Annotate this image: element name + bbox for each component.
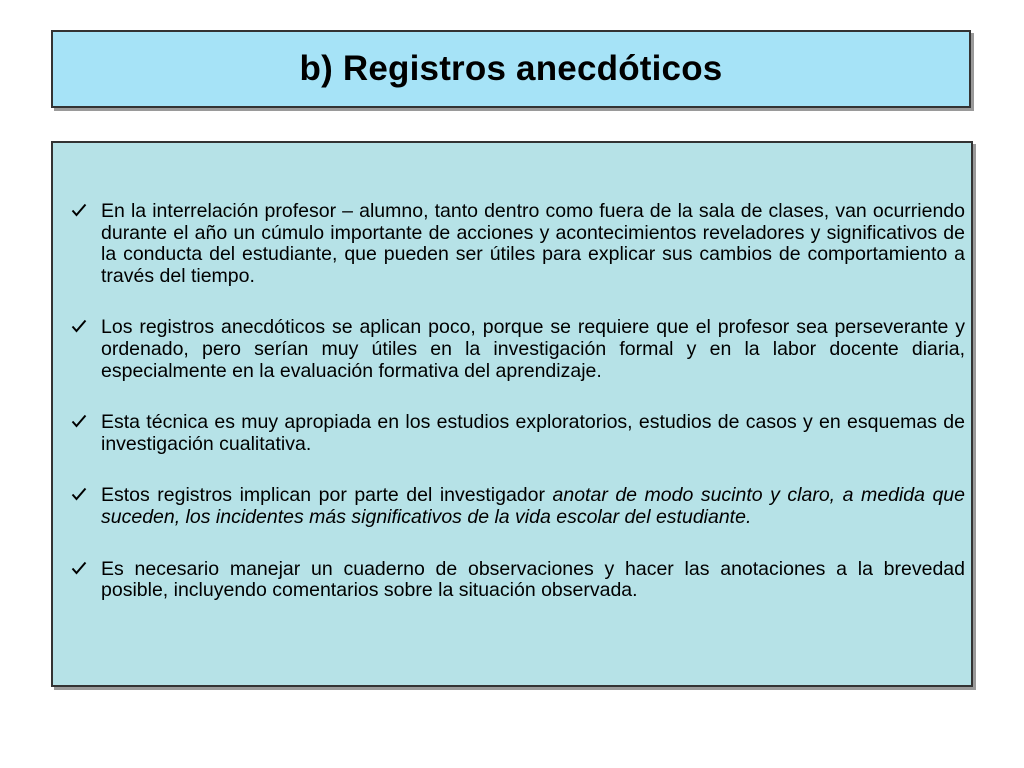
checkmark-icon bbox=[71, 485, 101, 508]
checkmark-icon bbox=[71, 201, 101, 224]
bullet-list bbox=[71, 201, 965, 632]
bullet-item bbox=[71, 201, 965, 287]
bullet-item bbox=[71, 412, 965, 455]
bullet-text: Los registros anecdóticos se aplican poco, porque se requiere que el profesor sea perseverante y ordenado, pero serían muy útiles en la investigación formal y en la labor docente diaria, especialmente en la evaluación formativa del aprendizaje. bbox=[101, 316, 965, 382]
bullet-item bbox=[71, 485, 965, 528]
checkmark-icon bbox=[71, 317, 101, 340]
title-box bbox=[51, 30, 971, 108]
bullet-text-italic: anotar de modo sucinto y claro, a medida que suceden, los incidentes más significativos de la vida escolar del estudiante. bbox=[101, 484, 965, 528]
checkmark-icon bbox=[71, 559, 101, 582]
checkmark-icon bbox=[71, 412, 101, 435]
bullet-item bbox=[71, 559, 965, 602]
slide-title: b) Registros anecdóticos bbox=[299, 49, 723, 88]
bullet-text bbox=[101, 485, 965, 528]
bullet-text: Esta técnica es muy apropiada en los estudios exploratorios, estudios de casos y en esquemas de investigación cualitativa. bbox=[101, 411, 965, 455]
bullet-text-plain: Estos registros implican por parte del investigador bbox=[101, 484, 553, 507]
bullet-text: En la interrelación profesor – alumno, tanto dentro como fuera de la sala de clases, van ocurriendo durante el año un cúmulo importante de acciones y acontecimientos reveladores y significativos de la conducta del estudiante, que pueden ser útiles para explicar sus cambios de comportamiento a través del tiempo. bbox=[101, 200, 965, 287]
content-box bbox=[51, 141, 973, 687]
bullet-text: Es necesario manejar un cuaderno de observaciones y hacer las anotaciones a la brevedad posible, incluyendo comentarios sobre la situación observada. bbox=[101, 557, 965, 602]
bullet-item bbox=[71, 317, 965, 382]
